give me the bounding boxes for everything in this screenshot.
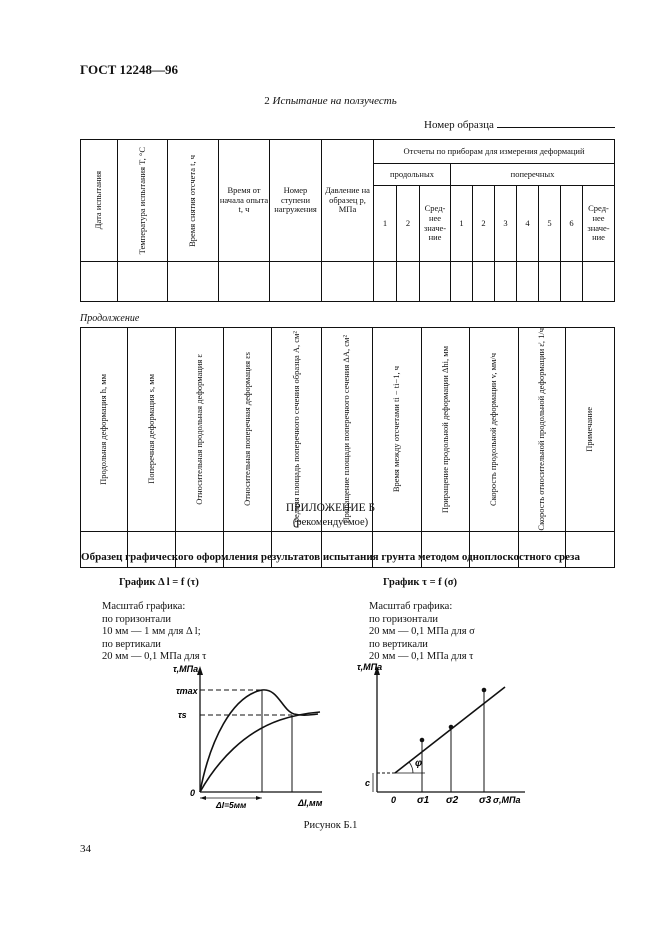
- col-trans-deform: Поперечная деформация s, мм: [128, 328, 176, 532]
- scale-line: 20 мм — 0,1 МПа для τ: [369, 651, 474, 662]
- col-time-start: Время от начала опыта t, ч: [219, 140, 270, 262]
- cohesion-label: c: [365, 778, 371, 788]
- long-col-2: 2: [397, 186, 420, 262]
- origin-label: 0: [391, 795, 397, 805]
- y-axis-label: τ,МПа: [357, 662, 383, 672]
- trans-col-5: 5: [539, 186, 561, 262]
- col-note: Примечание: [566, 328, 615, 532]
- col-long-rate: Скорость продольной деформации v, мм/ч: [470, 328, 519, 532]
- graph-right-title: График τ = f (σ): [383, 577, 457, 588]
- trans-col-3: 3: [495, 186, 517, 262]
- col-avg-area: Средняя площадь поперечного сечения образца A, см²: [272, 328, 322, 532]
- creep-table-2: [80, 327, 615, 568]
- scale-line: Масштаб графика:: [369, 601, 453, 612]
- group-transverse: поперечных: [451, 164, 615, 186]
- col-long-increment: Приращение продольной деформации Δhi, мм: [422, 328, 470, 532]
- x-axis-label: Δl,мм: [298, 798, 323, 808]
- section-number: 2: [264, 95, 270, 107]
- sample-number-field: [424, 118, 615, 131]
- col-time-read: Время снятия отсчета t, ч: [168, 140, 219, 262]
- scale-line: по горизонтали: [102, 613, 171, 625]
- appendix-subtitle: (рекомендуемое): [292, 517, 369, 528]
- col-rel-trans-deform: Относительная поперечная деформация εs: [224, 328, 272, 532]
- graph-right-scale: [369, 601, 475, 664]
- trans-col-6: 6: [561, 186, 583, 262]
- trans-avg: Сред- нее значе- ние: [583, 186, 615, 262]
- page-number: 34: [80, 843, 91, 855]
- phi-arc: [409, 762, 413, 773]
- trans-col-1: 1: [451, 186, 473, 262]
- sigma1-label: σ1: [417, 795, 430, 806]
- dim-arrow-left-icon: [200, 796, 206, 800]
- tau-s-label: τs: [178, 710, 187, 720]
- col-time-between: Время между отсчетами ti − ti−1, ч: [373, 328, 422, 532]
- graph-left-title: График Δ l = f (τ): [119, 577, 199, 588]
- phi-label: φ: [415, 758, 423, 769]
- col-pressure: Давление на образец p, МПа: [322, 140, 374, 262]
- shear-line: [395, 687, 505, 773]
- graph-right: [355, 660, 540, 810]
- graph-left: [170, 660, 340, 810]
- scale-line: 20 мм — 0,1 МПа для τ: [102, 651, 207, 662]
- long-avg: Сред- нее значе- ние: [420, 186, 451, 262]
- group-longitudinal: продольных: [374, 164, 451, 186]
- scale-line: Масштаб графика:: [102, 601, 186, 612]
- figure-caption: Рисунок Б.1: [303, 820, 358, 831]
- col-rel-long-rate: Скорость относительной продольной деформации ε̇, 1/ч: [519, 328, 566, 532]
- trans-col-2: 2: [473, 186, 495, 262]
- curve-monotonic: [200, 712, 320, 792]
- section-name: Испытание на ползучесть: [272, 95, 397, 107]
- scale-line: по вертикали: [369, 638, 428, 650]
- y-axis-label: τ,МПа: [173, 664, 199, 674]
- scale-line: 20 мм — 0,1 МПа для σ: [369, 626, 475, 637]
- doc-code: ГОСТ 12248—96: [80, 62, 179, 77]
- sigma2-label: σ2: [446, 795, 459, 806]
- data-point-1: [420, 738, 425, 743]
- appendix-title: ПРИЛОЖЕНИЕ Б: [285, 502, 376, 514]
- data-point-2: [449, 725, 454, 730]
- section-title: [0, 95, 661, 107]
- scale-line: 10 мм — 1 мм для Δ l;: [102, 626, 201, 637]
- creep-table-1: [80, 139, 615, 302]
- col-temp: Температура испытания T, °C: [118, 140, 168, 262]
- sample-number-label: Номер образца: [424, 119, 494, 131]
- col-date: Дата испытания: [81, 140, 118, 262]
- curve-peak: [200, 690, 318, 792]
- table-row: [81, 262, 615, 302]
- dim-label: Δl=5мм: [216, 800, 247, 810]
- long-col-1: 1: [374, 186, 397, 262]
- tau-max-label: τmax: [176, 686, 198, 696]
- graph-left-scale: [102, 601, 206, 664]
- dim-arrow-right-icon: [256, 796, 262, 800]
- col-stage: Номер ступени нагружения: [270, 140, 322, 262]
- sample-number-blank: [497, 118, 615, 128]
- origin-label: 0: [190, 788, 196, 798]
- scale-line: по горизонтали: [369, 613, 438, 625]
- col-rel-long-deform: Относительная продольная деформация ε: [176, 328, 224, 532]
- data-point-3: [482, 688, 487, 693]
- appendix-heading: Образец графического оформления результатов испытания грунта методом одноплоскостного среза: [81, 551, 580, 563]
- sigma3-label: σ3: [479, 795, 492, 806]
- group-readings: Отсчеты по приборам для измерения деформаций: [374, 140, 615, 164]
- continuation-label: Продолжение: [80, 313, 140, 324]
- col-long-deform: Продольная деформация h, мм: [81, 328, 128, 532]
- scale-line: по вертикали: [102, 638, 161, 650]
- col-area-increment: Приращение площади поперечного сечения ΔA, см²: [322, 328, 373, 532]
- x-axis-label: σ,МПа: [493, 795, 521, 805]
- trans-col-4: 4: [517, 186, 539, 262]
